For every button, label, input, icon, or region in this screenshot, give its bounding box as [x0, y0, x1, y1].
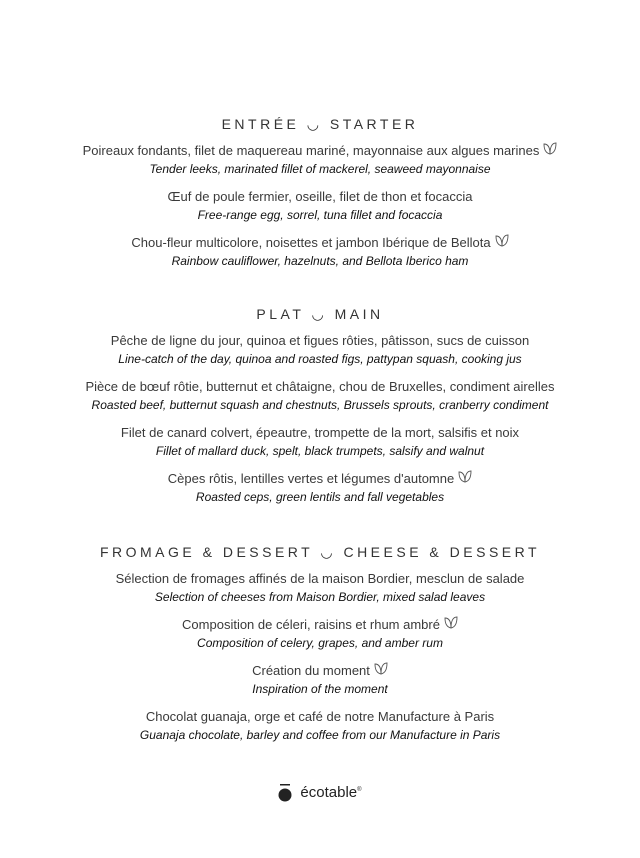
dish-name-fr-text: Cèpes rôtis, lentilles vertes et légumes d'automne: [167, 471, 455, 486]
dish-name-en: Selection of cheeses from Maison Bordier, mixed salad leaves: [154, 590, 486, 604]
dish-name-en: Composition of celery, grapes, and amber rum: [197, 636, 443, 650]
dish-name-fr: [0, 616, 640, 634]
section-heading: ENTRÉE ◡ STARTER: [221, 116, 419, 132]
dish-name-fr: [0, 332, 640, 350]
dish-name-fr-text: Chou-fleur multicolore, noisettes et jambon Ibérique de Bellota: [131, 235, 491, 250]
menu-item: [0, 616, 640, 652]
registered-mark: ®: [357, 787, 362, 793]
leaf-icon: [543, 142, 557, 155]
dish-name-fr: [0, 662, 640, 680]
menu-item: [0, 142, 640, 178]
dish-name-fr: [0, 424, 640, 442]
menu-section: [0, 542, 640, 754]
dish-name-en: Roasted ceps, green lentils and fall vegetables: [195, 490, 445, 504]
dish-name-fr-text: Pièce de bœuf rôtie, butternut et châtaigne, chou de Bruxelles, condiment airelles: [85, 379, 555, 394]
menu-item: [0, 470, 640, 506]
menu-item: [0, 332, 640, 368]
dish-name-fr: [0, 708, 640, 726]
dish-name-fr: [0, 188, 640, 206]
dish-name-fr: [0, 470, 640, 488]
dish-name-fr: [0, 234, 640, 252]
ecotable-logo-icon: [278, 784, 292, 802]
menu-item: [0, 708, 640, 744]
dish-name-en: Inspiration of the moment: [252, 682, 388, 696]
dish-name-fr: [0, 570, 640, 588]
menu-item: [0, 424, 640, 460]
brand-name: écotable: [300, 784, 358, 801]
menu-section: [0, 114, 640, 280]
dish-name-fr-text: Sélection de fromages affinés de la maison Bordier, mesclun de salade: [115, 571, 525, 586]
menu-item: [0, 234, 640, 270]
dish-name-fr-text: Poireaux fondants, filet de maquereau mariné, mayonnaise aux algues marines: [82, 143, 540, 158]
dish-name-fr: [0, 378, 640, 396]
dish-name-en: Roasted beef, butternut squash and chestnuts, Brussels sprouts, cranberry condiment: [91, 398, 549, 412]
leaf-icon: [495, 234, 509, 247]
menu-item: [0, 188, 640, 224]
menu-item: [0, 378, 640, 414]
dish-name-fr-text: Œuf de poule fermier, oseille, filet de thon et focaccia: [167, 189, 473, 204]
leaf-icon: [444, 616, 458, 629]
dish-name-fr-text: Pêche de ligne du jour, quinoa et figues rôties, pâtisson, sucs de cuisson: [110, 333, 530, 348]
menu-section: [0, 304, 640, 516]
menu-item: [0, 570, 640, 606]
menu-item: [0, 662, 640, 698]
dish-name-fr-text: Composition de céleri, raisins et rhum ambré: [182, 617, 440, 632]
leaf-icon: [374, 662, 388, 675]
dish-name-fr-text: Chocolat guanaja, orge et café de notre Manufacture à Paris: [145, 709, 495, 724]
dish-name-en: Fillet of mallard duck, spelt, black trumpets, salsify and walnut: [155, 444, 485, 458]
dish-name-en: Line-catch of the day, quinoa and roasted figs, pattypan squash, cooking jus: [118, 352, 522, 366]
dish-name-en: Tender leeks, marinated fillet of mackerel, seaweed mayonnaise: [149, 162, 491, 176]
dish-name-en: Guanaja chocolate, barley and coffee from our Manufacture in Paris: [139, 728, 501, 742]
dish-name-en: Rainbow cauliflower, hazelnuts, and Bellota Iberico ham: [171, 254, 469, 268]
brand-logo: [0, 784, 640, 802]
section-heading: FROMAGE & DESSERT ◡ CHEESE & DESSERT: [99, 544, 541, 560]
dish-name-fr: [0, 142, 640, 160]
leaf-icon: [458, 470, 472, 483]
dish-name-fr-text: Filet de canard colvert, épeautre, trompette de la mort, salsifis et noix: [120, 425, 520, 440]
section-heading: PLAT ◡ MAIN: [256, 306, 384, 322]
dish-name-fr-text: Création du moment: [252, 663, 370, 678]
dish-name-en: Free-range egg, sorrel, tuna fillet and focaccia: [197, 208, 443, 222]
